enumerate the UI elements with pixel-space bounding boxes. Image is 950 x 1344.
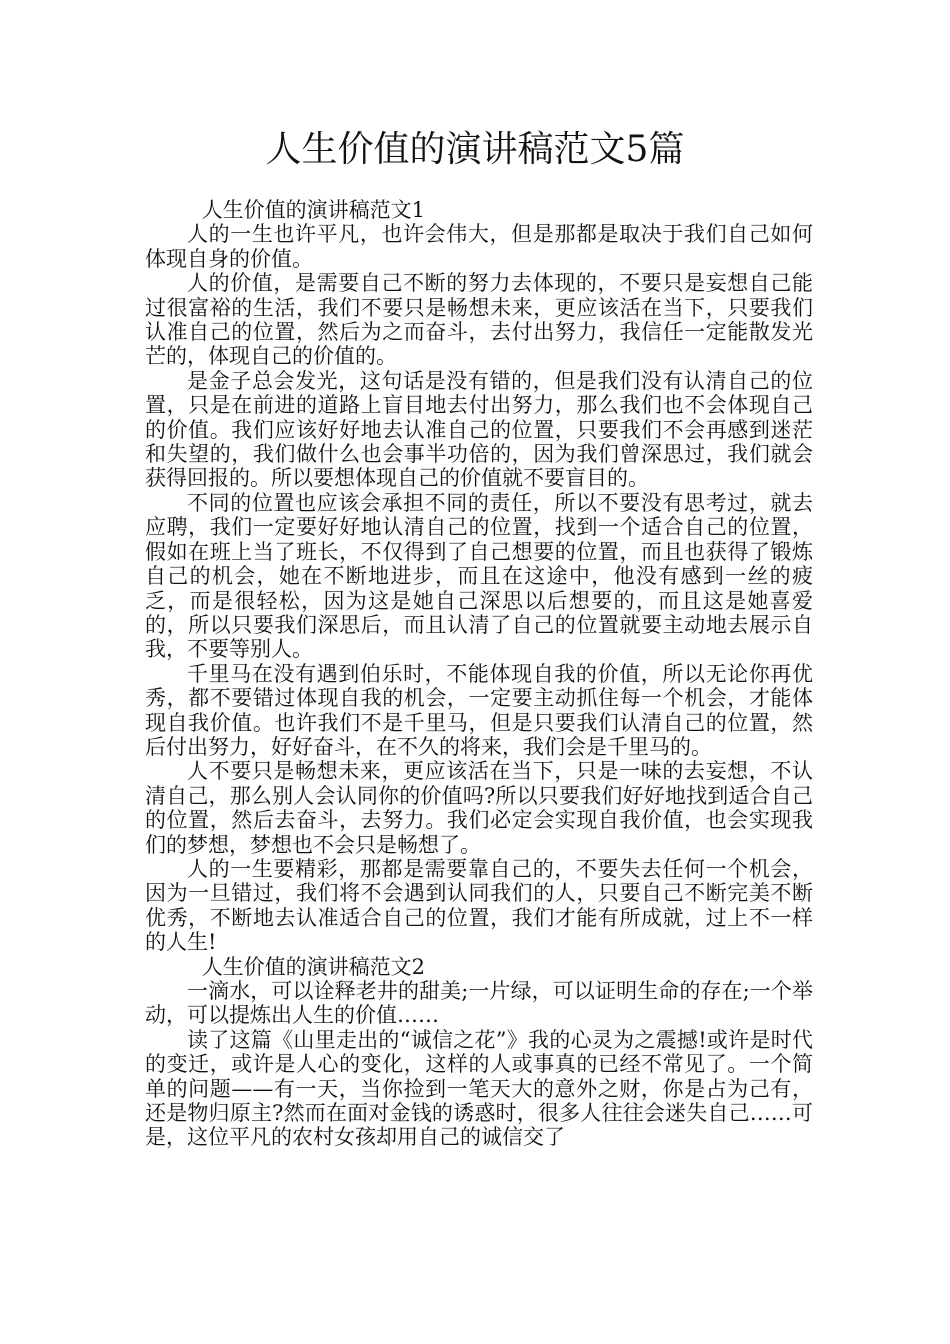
paragraph: 人的价值，是需要自己不断的努力去体现的，不要只是妄想自己能过很富裕的生活，我们不要只是畅想未来，更应该活在当下，只要我们认准自己的位置，然后为之而奋斗，去付出努力，我信任一定能散发光芒的，体现自己的价值的。: [145, 271, 813, 369]
paragraph: 千里马在没有遇到伯乐时，不能体现自我的价值，所以无论你再优秀，都不要错过体现自我的机会，一定要主动抓住每一个机会，才能体现自我价值。也许我们不是千里马，但是只要我们认清自己的位置，然后付出努力，好好奋斗，在不久的将来，我们会是千里马的。: [145, 661, 813, 759]
paragraph: 不同的位置也应该会承担不同的责任，所以不要没有思考过，就去应聘，我们一定要好好地认清自己的位置，找到一个适合自己的位置，假如在班上当了班长，不仅得到了自己想要的位置，而且也获得了锻炼自己的机会，她在不断地进步，而且在这途中，他没有感到一丝的疲乏，而是很轻松，因为这是她自己深思以后想要的，而且这是她喜爱的，所以只要我们深思后，而且认清了自己的位置就要主动地去展示自我，不要等别人。: [145, 490, 813, 662]
paragraph: 读了这篇《山里走出的“诚信之花”》我的心灵为之震撼!或许是时代的变迁，或许是人心的变化，这样的人或事真的已经不常见了。一个简单的问题——有一天，当你捡到一笔天大的意外之财，你是占为己有，还是物归原主?然而在面对金钱的诱惑时，很多人往往会迷失自己……可是，这位平凡的农村女孩却用自己的诚信交了: [145, 1027, 813, 1150]
paragraph: 人的一生要精彩，那都是需要靠自己的，不要失去任何一个机会，因为一旦错过，我们将不会遇到认同我们的人，只要自己不断完美不断优秀，不断地去认准适合自己的位置，我们才能有所成就，过上不一样的人生!: [145, 856, 813, 955]
document-title: 人生价值的演讲稿范文5篇: [265, 129, 685, 170]
paragraph: 一滴水，可以诠释老井的甜美;一片绿，可以证明生命的存在;一个举动，可以提炼出人生的价值……: [145, 979, 813, 1028]
section-heading-1: 人生价值的演讲稿范文1: [201, 198, 426, 222]
paragraph: 人不要只是畅想未来，更应该活在当下，只是一味的去妄想，不认清自己，那么别人会认同你的价值吗?所以只要我们好好地找到适合自己的位置，然后去奋斗，去努力。我们必定会实现自我价值，也会实现我们的梦想，梦想也不会只是畅想了。: [145, 759, 813, 857]
paragraph: 人的一生也许平凡，也许会伟大，但是那都是取决于我们自己如何体现自身的价值。: [145, 222, 813, 271]
section-heading-2: 人生价值的演讲稿范文2: [201, 954, 426, 979]
paragraph: 是金子总会发光，这句话是没有错的，但是我们没有认清自己的位置，只是在前进的道路上盲目地去付出努力，那么我们也不会体现自己的价值。我们应该好好地去认准自己的位置，只要我们不会再感到迷茫和失望的，我们做什么也会事半功倍的，因为我们曾深思过，我们就会获得回报的。所以要想体现自己的价值就不要盲目的。: [145, 368, 813, 491]
document-body: [145, 198, 813, 1150]
